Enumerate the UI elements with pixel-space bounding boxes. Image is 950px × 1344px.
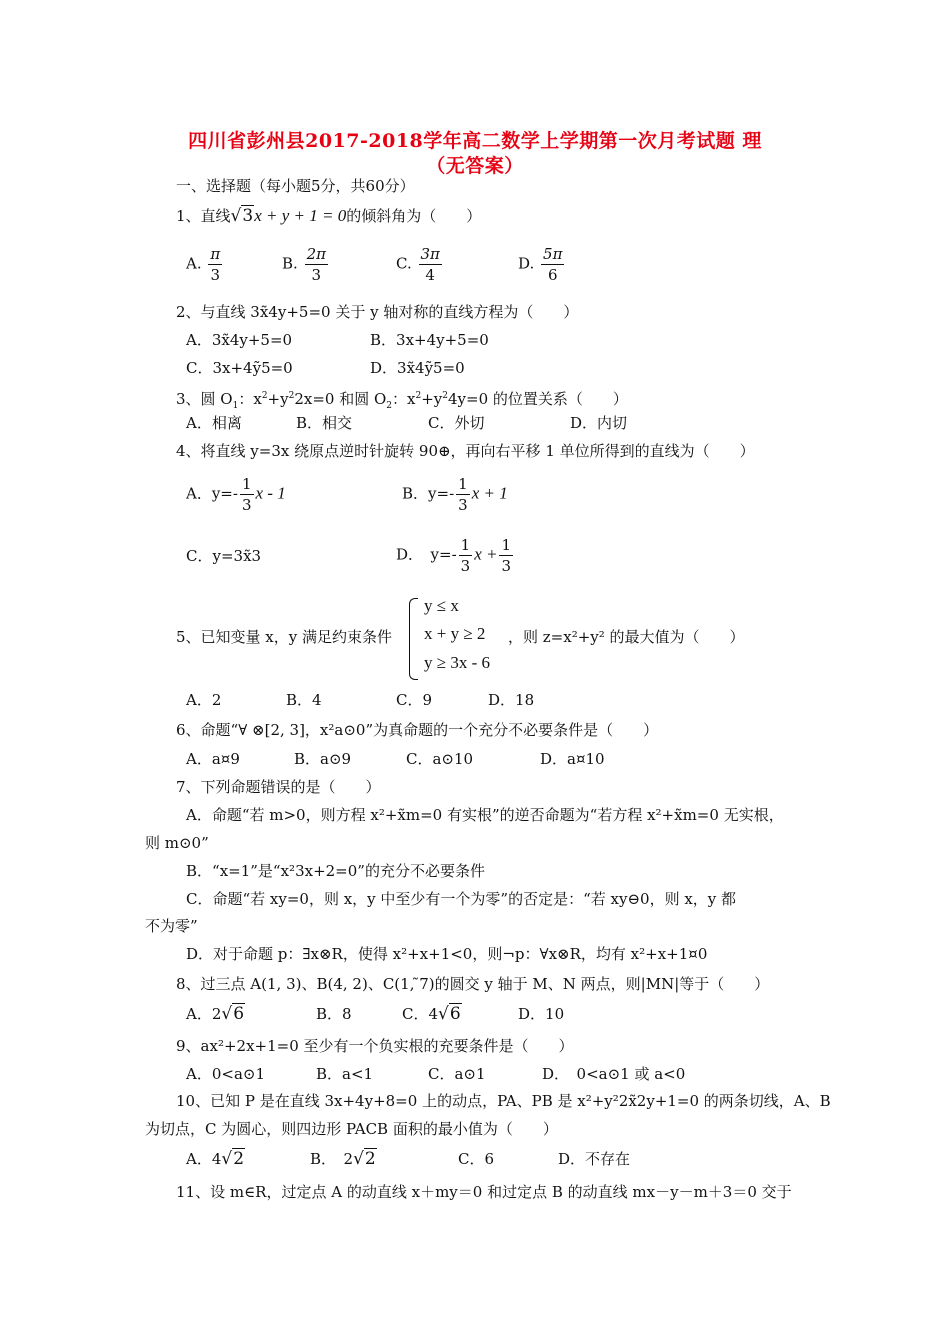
- q1-expr: x + y + 1 = 0: [254, 206, 347, 225]
- sqrt-3: √3: [230, 206, 254, 226]
- question-3: 3、圆 $O_1$：$x^2+y^22x=0$ 和圆 $O_2$：$x^2+y^24y=0$ 的位置关系（ ）: [176, 390, 628, 411]
- q1-prefix: 1、直线: [176, 207, 231, 225]
- q1-option-d: D. $\frac{5\pi}{6}$: [518, 245, 563, 284]
- constraint-3: y ≥ 3x - 6: [424, 653, 490, 672]
- q6-option-a: A．a¤9: [186, 750, 240, 768]
- section-heading: 一、选择题（每小题5分，共60分）: [176, 177, 415, 195]
- q6-option-d: D．a¤10: [540, 750, 605, 768]
- q6-option-b: B．a⊙9: [294, 750, 352, 768]
- q10-option-b: B． 2√2: [310, 1149, 376, 1169]
- q5-option-a: A．2: [186, 691, 222, 709]
- q10-option-c: C．6: [458, 1150, 495, 1168]
- question-9: 9、ax²+2x+1=0 至少有一个负实根的充要条件是（ ）: [176, 1037, 574, 1055]
- q7-option-c-cont: 不为零”: [145, 917, 198, 935]
- question-10-cont: 为切点，C 为圆心，则四边形 PACB 面积的最小值为（ ）: [145, 1120, 558, 1138]
- q3-option-a: A．相离: [186, 414, 242, 432]
- q1-option-c: C. $\frac{3\pi}{4}$: [396, 245, 440, 284]
- constraint-brace: [409, 598, 418, 680]
- q6-option-c: C．a⊙10: [406, 750, 474, 768]
- q2-option-c: C．3x+4ỹ5=0: [186, 359, 293, 377]
- q1-option-a: A. $\frac{\pi}{3}$: [186, 245, 221, 284]
- q9-option-a: A．0<a⊙1: [186, 1065, 265, 1083]
- q7-option-c: C．命题“若 xy=0，则 x，y 中至少有一个为零”的否定是：“若 xy⊖0，则 x，y 都: [186, 890, 737, 908]
- document-title-cont: （无答案）: [426, 155, 524, 177]
- q9-option-d: D． 0<a⊙1 或 a<0: [542, 1065, 686, 1083]
- q2-option-b: B．3x+4y+5=0: [370, 331, 489, 349]
- q3-option-d: D．内切: [570, 414, 628, 432]
- q9-option-c: C．a⊙1: [428, 1065, 486, 1083]
- q1-option-b: B. $\frac{2\pi}{3}$: [282, 245, 326, 284]
- q7-option-a-cont: 则 m⊙0”: [145, 834, 209, 852]
- q10-option-a: A．4√2: [186, 1149, 245, 1169]
- q2-option-d: D．3x̃4ỹ5=0: [370, 359, 465, 377]
- question-8: 8、过三点 A(1, 3)、B(4, 2)、C(1, ̃7)的圆交 y 轴于 M、N 两点，则|MN|等于（ ）: [176, 975, 770, 993]
- question-11: 11、设 m∈R，过定点 A 的动直线 x＋my＝0 和过定点 B 的动直线 mx－y－m＋3＝0 交于: [176, 1183, 792, 1201]
- q3-option-b: B．相交: [296, 414, 353, 432]
- q8-option-c: C．4√6: [402, 1004, 461, 1024]
- constraint-1: y ≤ x: [424, 596, 459, 615]
- q7-option-d: D．对于命题 p：∃x⊗R，使得 x²+x+1<0，则¬p：∀x⊗R，均有 x²+x+1¤0: [186, 945, 708, 963]
- question-5: 5、已知变量 x，y 满足约束条件: [176, 628, 393, 646]
- constraint-2: x + y ≥ 2: [424, 624, 486, 643]
- question-7: 7、下列命题错误的是（ ）: [176, 778, 381, 796]
- question-10: 10、已知 P 是在直线 3x+4y+8=0 上的动点，PA、PB 是 x²+y²2x̃2y+1=0 的两条切线，A、B: [176, 1092, 831, 1110]
- q8-option-b: B．8: [316, 1005, 352, 1023]
- q9-option-b: B．a<1: [316, 1065, 374, 1083]
- q3-option-c: C．外切: [428, 414, 485, 432]
- q8-option-d: D．10: [518, 1005, 565, 1023]
- question-2: 2、与直线 3x̃4y+5=0 关于 y 轴对称的直线方程为（ ）: [176, 303, 579, 321]
- question-1: [176, 206, 481, 226]
- q5-option-d: D．18: [488, 691, 535, 709]
- q7-option-a: A．命题“若 m>0，则方程 x²+x̃m=0 有实根”的逆否命题为“若方程 x²+x̃m=0 无实根，: [186, 806, 784, 824]
- q4-option-a: A．y=- $\frac{1}{3}$ x - 1: [186, 475, 286, 514]
- q5-tail: ，则 z=x²+y² 的最大值为（ ）: [508, 628, 745, 646]
- document-title: 四川省彭州县2017-2018学年高二数学上学期第一次月考试题 理: [188, 130, 762, 152]
- q4-option-b: B．y=- $\frac{1}{3}$ x + 1: [402, 475, 508, 514]
- q2-option-a: A．3x̃4y+5=0: [186, 331, 293, 349]
- q10-option-d: D．不存在: [558, 1150, 631, 1168]
- q8-option-a: A．2√6: [186, 1004, 245, 1024]
- q5-option-c: C．9: [396, 691, 433, 709]
- q4-option-c: C．y=3x̃3: [186, 547, 262, 565]
- q7-option-b: B．“x=1”是“x²3x+2=0”的充分不必要条件: [186, 862, 485, 880]
- q5-option-b: B．4: [286, 691, 322, 709]
- question-4: 4、将直线 y=3x 绕原点逆时针旋转 90⊕，再向右平移 1 单位所得到的直线为（ ）: [176, 442, 755, 460]
- q4-option-d: D． y=- $\frac{1}{3}$ x + $\frac{1}{3}$: [396, 536, 512, 575]
- question-6: 6、命题“∀ ⊗[2, 3]，x²a⊙0”为真命题的一个充分不必要条件是（ ）: [176, 721, 659, 739]
- q1-suffix: 的倾斜角为（ ）: [346, 207, 482, 225]
